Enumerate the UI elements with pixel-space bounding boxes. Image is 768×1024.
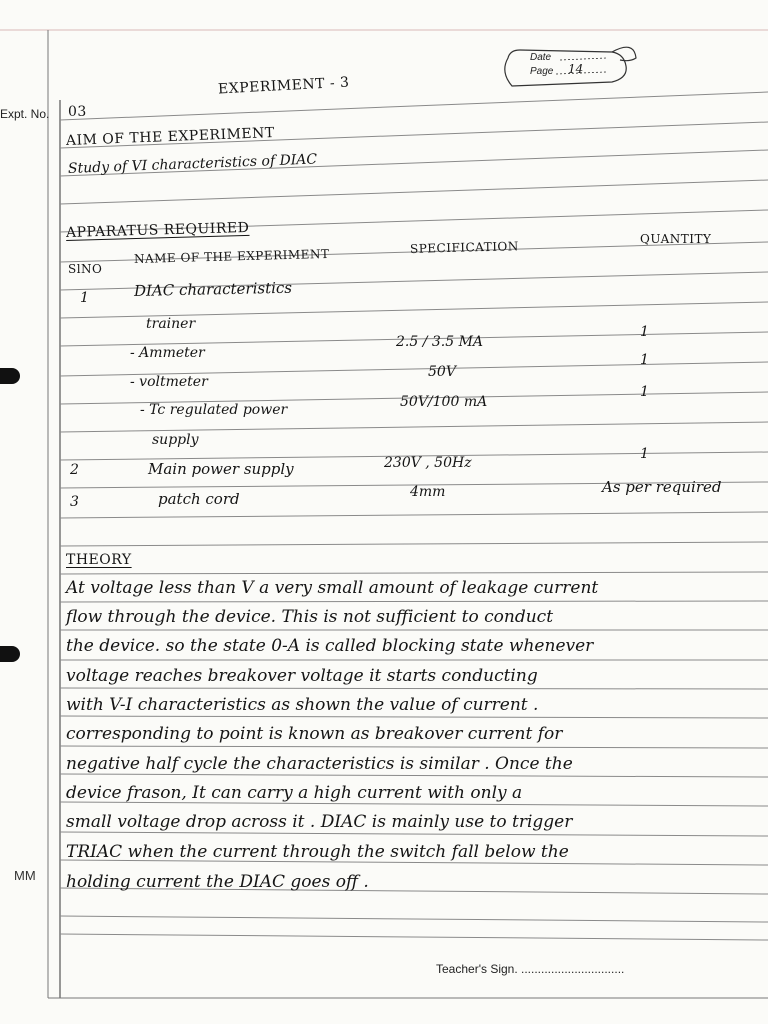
- punch-hole-bottom: [0, 646, 20, 662]
- table-cell-spec: 2.5 / 3.5 MA: [396, 334, 484, 350]
- theory-line: flow through the device. This is not sufficient to conduct: [66, 607, 554, 627]
- date-label: Date: [530, 52, 552, 63]
- theory-heading: THEORY: [66, 552, 132, 568]
- theory-line: voltage reaches breakover voltage it starts conducting: [66, 666, 538, 686]
- table-cell-sl: 1: [80, 290, 89, 306]
- table-cell-sl: 2: [70, 462, 79, 478]
- table-cell-spec: 50V: [428, 364, 456, 380]
- apparatus-heading: APPARATUS REQUIRED: [65, 219, 250, 241]
- experiment-title: EXPERIMENT - 3: [217, 74, 350, 98]
- table-cell-name: DIAC characteristics: [133, 278, 293, 300]
- col-slno: SlNO: [68, 262, 103, 276]
- table-cell-name: trainer: [146, 316, 196, 332]
- table-cell-qty: 1: [640, 446, 649, 462]
- table-cell-name: supply: [152, 432, 199, 448]
- col-quantity: QUANTITY: [640, 232, 712, 246]
- table-cell-spec: 230V , 50Hz: [384, 455, 472, 471]
- theory-line: device frason, It can carry a high current with only a: [66, 783, 523, 803]
- table-cell-name: patch cord: [158, 490, 240, 508]
- aim-text: Study of VI characteristics of DIAC: [67, 151, 318, 177]
- theory-line: corresponding to point is known as breakover current for: [66, 724, 563, 744]
- punch-hole-top: [0, 368, 20, 384]
- table-cell-name: - Tc regulated power: [140, 402, 288, 418]
- table-cell-qty: 1: [640, 352, 649, 368]
- expt-no-value: 03: [68, 104, 87, 120]
- aim-heading: AIM OF THE EXPERIMENT: [65, 124, 275, 149]
- table-cell-name: - Ammeter: [130, 345, 205, 361]
- table-cell-name: - voltmeter: [130, 374, 208, 390]
- theory-line: the device. so the state 0-A is called blocking state whenever: [66, 636, 594, 656]
- theory-line: TRIAC when the current through the switch fall below the: [66, 842, 569, 862]
- page-number: 14: [568, 62, 584, 76]
- table-cell-spec: 50V/100 mA: [400, 394, 488, 410]
- theory-line: holding current the DIAC goes off .: [66, 872, 369, 892]
- col-name: NAME OF THE EXPERIMENT: [133, 246, 330, 266]
- table-cell-sl: 3: [70, 494, 79, 510]
- table-cell-qty: 1: [640, 384, 649, 400]
- expt-no-label: Expt. No.: [0, 107, 50, 121]
- margin-mark: MM: [14, 868, 36, 883]
- page-label: Page: [530, 66, 554, 77]
- theory-line: At voltage less than V a very small amount of leakage current: [66, 578, 599, 598]
- table-cell-name: Main power supply: [148, 460, 294, 478]
- theory-line: negative half cycle the characteristics is similar . Once the: [66, 754, 573, 774]
- table-cell-qty: 1: [640, 324, 649, 340]
- teacher-sign-label: Teacher's Sign. ...............................: [436, 962, 625, 976]
- col-specification: SPECIFICATION: [409, 239, 519, 256]
- theory-line: small voltage drop across it . DIAC is mainly use to trigger: [66, 812, 573, 832]
- table-cell-spec: 4mm: [410, 484, 446, 500]
- table-cell-qty: As per required: [602, 478, 722, 496]
- theory-line: with V-I characteristics as shown the value of current .: [66, 695, 539, 715]
